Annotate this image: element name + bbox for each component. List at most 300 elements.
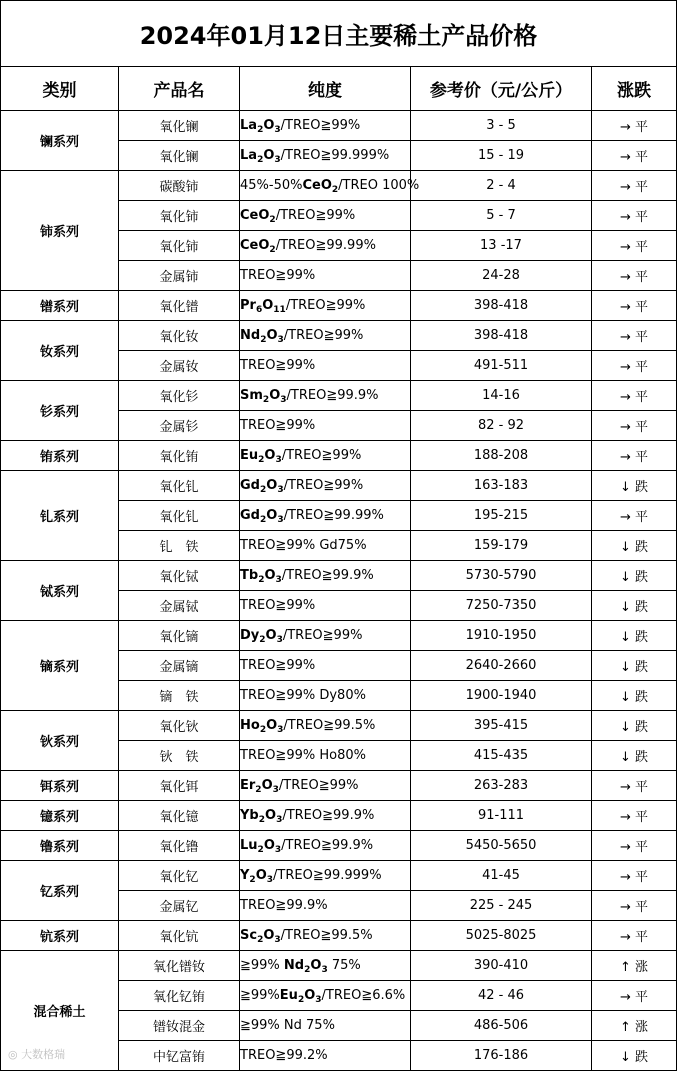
watermark: ◎ 大数格瑞	[8, 1048, 66, 1061]
category-cell: 镝系列	[1, 621, 119, 711]
product-cell: 氧化镱	[119, 801, 240, 831]
purity-cell	[240, 381, 411, 411]
trend-label: 平	[634, 420, 648, 435]
trend-cell	[592, 501, 677, 531]
product-cell: 氧化钇	[119, 861, 240, 891]
purity-text: /TREO≧99.99%	[283, 508, 384, 523]
product-cell: 氧化钆	[119, 471, 240, 501]
price-cell: 188-208	[411, 441, 592, 471]
product-cell: 氧化钐	[119, 381, 240, 411]
formula-text: Tb	[240, 568, 259, 583]
product-cell: 氧化钬	[119, 711, 240, 741]
trend-cell	[592, 441, 677, 471]
formula-subscript: 2	[249, 875, 256, 885]
purity-text: /TREO≧6.6%	[321, 988, 406, 1003]
trend-cell	[592, 171, 677, 201]
purity-cell	[240, 201, 411, 231]
purity-cell	[240, 1011, 411, 1041]
trend-cell	[592, 411, 677, 441]
table-row	[1, 111, 677, 141]
product-cell: 氧化铈	[119, 231, 240, 261]
formula-subscript: 2	[262, 395, 270, 405]
price-cell: 91-111	[411, 801, 592, 831]
formula-text: Sm	[240, 388, 263, 403]
trend-label: 平	[634, 120, 648, 135]
product-cell: 钬 铁	[119, 741, 240, 771]
purity-text: /TREO≧99%	[283, 478, 364, 493]
formula-subscript: 2	[257, 125, 264, 135]
trend-cell	[592, 231, 677, 261]
table-row	[1, 441, 677, 471]
trend-arrow-icon: ↑	[620, 1020, 631, 1035]
trend-arrow-icon: ↓	[620, 630, 631, 645]
purity-text: /TREO≧99%	[278, 778, 359, 793]
formula-text: Ho	[240, 718, 260, 733]
header-purity: 纯度	[240, 67, 411, 111]
price-cell: 390-410	[411, 951, 592, 981]
trend-arrow-icon: ↑	[620, 960, 631, 975]
trend-cell	[592, 1041, 677, 1071]
formula-text: Gd	[240, 508, 260, 523]
product-cell: 氧化镝	[119, 621, 240, 651]
product-cell: 氧化镨钕	[119, 951, 240, 981]
purity-text: TREO≧99% Dy80%	[240, 688, 366, 703]
purity-cell	[240, 651, 411, 681]
purity-cell	[240, 591, 411, 621]
category-cell: 铒系列	[1, 771, 119, 801]
product-cell: 氧化钇铕	[119, 981, 240, 1011]
formula-text: Dy	[240, 628, 260, 643]
trend-cell	[592, 351, 677, 381]
product-cell: 金属钇	[119, 891, 240, 921]
trend-label: 平	[634, 840, 648, 855]
table-row	[1, 171, 677, 201]
trend-cell	[592, 201, 677, 231]
table-row	[1, 711, 677, 741]
formula-text: Yb	[240, 808, 259, 823]
purity-text: TREO≧99%	[240, 658, 316, 673]
header-trend: 涨跌	[592, 67, 677, 111]
trend-label: 平	[634, 930, 648, 945]
formula-subscript: 6	[255, 305, 263, 315]
purity-text: ≧99%	[240, 958, 284, 973]
purity-text: TREO≧99%	[240, 268, 316, 283]
price-cell: 5 - 7	[411, 201, 592, 231]
product-cell: 镝 铁	[119, 681, 240, 711]
table-row	[1, 861, 677, 891]
formula-subscript: 3	[266, 875, 274, 885]
price-cell: 398-418	[411, 291, 592, 321]
trend-label: 平	[634, 330, 648, 345]
trend-arrow-icon: →	[620, 990, 631, 1005]
purity-cell	[240, 291, 411, 321]
purity-cell	[240, 321, 411, 351]
trend-label: 跌	[634, 690, 648, 705]
price-cell: 15 - 19	[411, 141, 592, 171]
trend-cell	[592, 951, 677, 981]
trend-cell	[592, 381, 677, 411]
table-row	[1, 831, 677, 861]
trend-cell	[592, 1011, 677, 1041]
trend-arrow-icon: →	[620, 450, 631, 465]
trend-arrow-icon: →	[620, 240, 631, 255]
product-cell: 氧化铕	[119, 441, 240, 471]
category-cell: 镨系列	[1, 291, 119, 321]
purity-cell	[240, 891, 411, 921]
trend-cell	[592, 921, 677, 951]
price-cell: 398-418	[411, 321, 592, 351]
formula-subscript: 2	[259, 515, 267, 525]
formula-subscript: 2	[255, 785, 262, 795]
formula-text: O	[266, 508, 278, 523]
product-cell: 金属镝	[119, 651, 240, 681]
formula-subscript: 2	[260, 335, 267, 345]
purity-cell	[240, 741, 411, 771]
trend-label: 平	[634, 510, 648, 525]
purity-text: TREO≧99%	[240, 598, 316, 613]
purity-cell	[240, 411, 411, 441]
trend-label: 平	[634, 150, 648, 165]
trend-arrow-icon: →	[620, 180, 631, 195]
purity-text: /TREO 100%	[338, 178, 420, 193]
trend-arrow-icon: →	[620, 780, 631, 795]
purity-text: /TREO≧99%	[283, 328, 364, 343]
trend-arrow-icon: →	[620, 300, 631, 315]
formula-text: O	[262, 298, 274, 313]
purity-cell	[240, 861, 411, 891]
trend-label: 跌	[634, 480, 648, 495]
formula-text: Nd	[240, 328, 261, 343]
purity-cell	[240, 801, 411, 831]
price-cell: 1900-1940	[411, 681, 592, 711]
category-cell: 钆系列	[1, 471, 119, 561]
purity-cell	[240, 441, 411, 471]
table-row	[1, 771, 677, 801]
purity-text: TREO≧99%	[240, 358, 316, 373]
purity-text: /TREO≧99.999%	[273, 868, 382, 883]
trend-cell	[592, 831, 677, 861]
trend-label: 平	[634, 870, 648, 885]
product-cell: 金属铽	[119, 591, 240, 621]
trend-cell	[592, 261, 677, 291]
purity-text: /TREO≧99.9%	[286, 388, 379, 403]
category-cell: 镥系列	[1, 831, 119, 861]
purity-text: /TREO≧99.5%	[280, 928, 373, 943]
formula-text: O	[310, 958, 322, 973]
trend-cell	[592, 771, 677, 801]
trend-cell	[592, 141, 677, 171]
trend-cell	[592, 681, 677, 711]
purity-cell	[240, 531, 411, 561]
category-cell: 钪系列	[1, 921, 119, 951]
trend-arrow-icon: →	[620, 420, 631, 435]
trend-cell	[592, 471, 677, 501]
formula-text: O	[263, 838, 275, 853]
price-cell: 159-179	[411, 531, 592, 561]
product-cell: 氧化铽	[119, 561, 240, 591]
purity-text: TREO≧99.9%	[240, 898, 328, 913]
formula-subscript: 3	[315, 995, 322, 1005]
purity-cell	[240, 621, 411, 651]
purity-text: 45%-50%	[240, 178, 303, 193]
formula-subscript: 2	[258, 815, 265, 825]
price-cell: 13 -17	[411, 231, 592, 261]
trend-arrow-icon: ↓	[620, 720, 631, 735]
formula-text: La	[240, 118, 258, 133]
purity-text: /TREO≧99%	[275, 208, 356, 223]
formula-subscript: 2	[258, 455, 265, 465]
category-cell: 钕系列	[1, 321, 119, 381]
formula-subscript: 3	[275, 455, 282, 465]
table-row	[1, 921, 677, 951]
formula-text: Sc	[240, 928, 258, 943]
trend-label: 平	[634, 900, 648, 915]
product-cell: 氧化钕	[119, 321, 240, 351]
formula-text: Eu	[240, 448, 259, 463]
purity-cell	[240, 771, 411, 801]
formula-text: La	[240, 148, 258, 163]
formula-subscript: 2	[257, 845, 264, 855]
purity-cell	[240, 831, 411, 861]
price-cell: 41-45	[411, 861, 592, 891]
price-cell: 395-415	[411, 711, 592, 741]
formula-text: O	[266, 718, 278, 733]
header-category: 类别	[1, 67, 119, 111]
purity-text: TREO≧99.2%	[240, 1048, 328, 1063]
category-cell: 钬系列	[1, 711, 119, 771]
trend-label: 跌	[634, 750, 648, 765]
product-cell: 金属铈	[119, 261, 240, 291]
table-row	[1, 801, 677, 831]
purity-cell	[240, 921, 411, 951]
formula-text: O	[261, 778, 273, 793]
formula-text: O	[265, 808, 277, 823]
formula-subscript: 2	[259, 635, 266, 645]
trend-cell	[592, 891, 677, 921]
trend-arrow-icon: ↓	[620, 540, 631, 555]
page-title: 2024年01月12日主要稀土产品价格	[1, 1, 677, 67]
price-cell: 486-506	[411, 1011, 592, 1041]
formula-text: O	[266, 478, 278, 493]
formula-subscript: 3	[277, 725, 284, 735]
category-cell: 镧系列	[1, 111, 119, 171]
price-cell: 3 - 5	[411, 111, 592, 141]
price-cell: 263-283	[411, 771, 592, 801]
formula-subscript: 3	[274, 125, 281, 135]
formula-text: Y	[240, 868, 250, 883]
product-cell: 金属钐	[119, 411, 240, 441]
purity-text: /TREO≧99.999%	[280, 148, 390, 163]
price-cell: 1910-1950	[411, 621, 592, 651]
price-cell: 5025-8025	[411, 921, 592, 951]
purity-cell	[240, 351, 411, 381]
formula-text: O	[304, 988, 316, 1003]
formula-text: O	[263, 148, 275, 163]
purity-text: /TREO≧99.9%	[282, 808, 375, 823]
formula-text: O	[264, 568, 276, 583]
trend-cell	[592, 801, 677, 831]
product-cell: 镨钕混金	[119, 1011, 240, 1041]
trend-arrow-icon: →	[620, 840, 631, 855]
purity-text: 75%	[327, 958, 361, 973]
price-cell: 415-435	[411, 741, 592, 771]
formula-subscript-wrap	[273, 298, 286, 313]
formula-subscript: 3	[274, 935, 281, 945]
trend-cell	[592, 621, 677, 651]
trend-label: 平	[634, 270, 648, 285]
formula-subscript: 2	[259, 485, 267, 495]
purity-cell	[240, 681, 411, 711]
category-cell: 铽系列	[1, 561, 119, 621]
category-cell: 铕系列	[1, 441, 119, 471]
category-cell: 钐系列	[1, 381, 119, 441]
formula-text: O	[264, 448, 276, 463]
table-row	[1, 321, 677, 351]
table-row	[1, 471, 677, 501]
product-cell: 氧化镧	[119, 111, 240, 141]
trend-cell	[592, 321, 677, 351]
trend-label: 平	[634, 210, 648, 225]
formula-text: O	[265, 628, 277, 643]
trend-arrow-icon: ↓	[620, 570, 631, 585]
trend-arrow-icon: →	[620, 120, 631, 135]
product-cell: 氧化镥	[119, 831, 240, 861]
trend-label: 平	[634, 390, 648, 405]
purity-text: /TREO≧99%	[281, 448, 362, 463]
purity-text: /TREO≧99%	[280, 118, 361, 133]
formula-text: Eu	[279, 988, 298, 1003]
trend-cell	[592, 651, 677, 681]
price-cell: 7250-7350	[411, 591, 592, 621]
price-cell: 5450-5650	[411, 831, 592, 861]
purity-text: TREO≧99%	[240, 418, 316, 433]
price-cell: 225 - 245	[411, 891, 592, 921]
header-product: 产品名	[119, 67, 240, 111]
formula-subscript: 3	[275, 575, 282, 585]
trend-arrow-icon: →	[620, 210, 631, 225]
trend-arrow-icon: ↓	[620, 600, 631, 615]
product-cell: 氧化镧	[119, 141, 240, 171]
purity-cell	[240, 501, 411, 531]
trend-label: 跌	[634, 660, 648, 675]
price-cell: 2 - 4	[411, 171, 592, 201]
trend-arrow-icon: ↓	[620, 690, 631, 705]
product-cell: 氧化铒	[119, 771, 240, 801]
purity-cell	[240, 171, 420, 201]
formula-subscript: 11	[273, 305, 286, 315]
trend-label: 跌	[634, 600, 648, 615]
purity-text: ≧99% Nd 75%	[240, 1018, 335, 1033]
formula-subscript: 2	[259, 725, 267, 735]
product-cell: 氧化钆	[119, 501, 240, 531]
formula-text: CeO	[302, 178, 332, 193]
product-cell: 氧化镨	[119, 291, 240, 321]
trend-label: 平	[634, 990, 648, 1005]
price-cell: 491-511	[411, 351, 592, 381]
trend-arrow-icon: ↓	[620, 1050, 631, 1065]
trend-label: 跌	[634, 1050, 648, 1065]
formula-text: O	[266, 328, 278, 343]
trend-label: 涨	[634, 960, 648, 975]
purity-cell	[240, 231, 411, 261]
purity-cell	[240, 111, 411, 141]
trend-label: 平	[634, 180, 648, 195]
trend-arrow-icon: ↓	[620, 750, 631, 765]
formula-subscript: 3	[274, 155, 281, 165]
trend-label: 平	[634, 240, 648, 255]
formula-subscript: 3	[272, 785, 279, 795]
product-cell: 金属钕	[119, 351, 240, 381]
formula-text: Gd	[240, 478, 260, 493]
trend-cell	[592, 591, 677, 621]
trend-label: 跌	[634, 630, 648, 645]
trend-arrow-icon: →	[620, 930, 631, 945]
table-row	[1, 951, 677, 981]
purity-cell	[240, 561, 411, 591]
trend-label: 平	[634, 300, 648, 315]
purity-cell	[240, 711, 411, 741]
formula-subscript: 2	[269, 215, 276, 225]
purity-text: ≧99%	[240, 988, 280, 1003]
formula-text: O	[263, 928, 275, 943]
formula-subscript: 2	[258, 575, 265, 585]
formula-subscript: 2	[257, 935, 264, 945]
formula-text: O	[263, 118, 275, 133]
product-cell: 氧化铈	[119, 201, 240, 231]
trend-cell	[592, 531, 677, 561]
price-cell: 2640-2660	[411, 651, 592, 681]
price-cell: 14-16	[411, 381, 592, 411]
formula-text: CeO	[240, 208, 270, 223]
category-cell: 镱系列	[1, 801, 119, 831]
product-cell: 钆 铁	[119, 531, 240, 561]
purity-text: TREO≧99% Ho80%	[240, 748, 366, 763]
price-cell: 176-186	[411, 1041, 592, 1071]
formula-subscript: 3	[274, 845, 282, 855]
category-cell: 混合稀土	[1, 951, 119, 1071]
table-row	[1, 381, 677, 411]
table-row	[1, 291, 677, 321]
trend-label: 平	[634, 450, 648, 465]
trend-label: 跌	[634, 570, 648, 585]
formula-text: Lu	[240, 838, 258, 853]
formula-subscript: 2	[297, 995, 305, 1005]
formula-subscript: 3	[276, 815, 283, 825]
price-cell: 24-28	[411, 261, 592, 291]
purity-text: /TREO≧99.9%	[281, 568, 374, 583]
category-cell: 铈系列	[1, 171, 119, 291]
purity-text: /TREO≧99.99%	[275, 238, 376, 253]
price-table-body	[1, 111, 677, 1071]
purity-text: /TREO≧99%	[282, 628, 363, 643]
trend-arrow-icon: →	[620, 330, 631, 345]
price-cell: 82 - 92	[411, 411, 592, 441]
price-cell: 195-215	[411, 501, 592, 531]
price-cell: 5730-5790	[411, 561, 592, 591]
product-cell: 氧化钪	[119, 921, 240, 951]
trend-arrow-icon: ↓	[620, 660, 631, 675]
trend-cell	[592, 711, 677, 741]
formula-text: Nd	[283, 958, 305, 973]
formula-subscript: 3	[276, 635, 283, 645]
trend-arrow-icon: ↓	[620, 480, 631, 495]
trend-arrow-icon: →	[620, 270, 631, 285]
trend-arrow-icon: →	[620, 150, 631, 165]
price-cell: 42 - 46	[411, 981, 592, 1011]
purity-cell	[240, 951, 411, 981]
table-row	[1, 621, 677, 651]
trend-cell	[592, 981, 677, 1011]
